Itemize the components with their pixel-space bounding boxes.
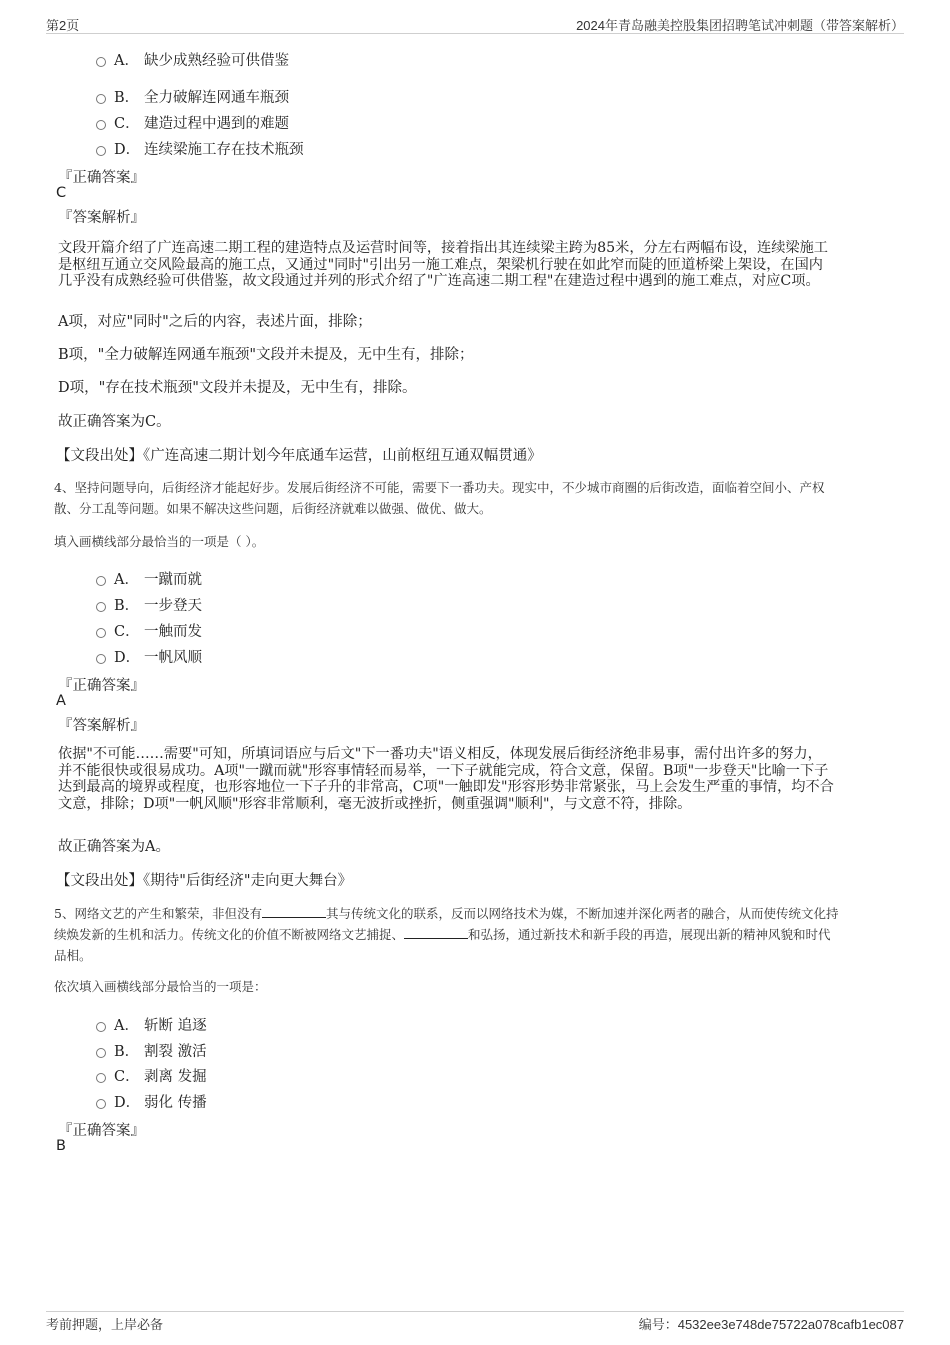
q4-option-d[interactable]: D． 一帆风顺: [96, 646, 202, 666]
radio-icon[interactable]: [96, 94, 106, 104]
q5-answer: B: [56, 1138, 66, 1154]
stem-line: 5、网络文艺的产生和繁荣，非但没有 其与传统文化的联系，反而以网络技术为媒，不断加速并深化两者的融合，从而使传统文化持: [54, 906, 839, 921]
code-label: 编号：: [638, 1317, 678, 1332]
q4-answer-label: 『正确答案』: [58, 678, 145, 694]
q3-note-b: B项，"全力破解连网通车瓶颈"文段并未提及，无中生有，排除；: [58, 347, 474, 363]
header-divider: [46, 33, 904, 34]
q5-stem: [54, 903, 892, 966]
radio-icon[interactable]: [96, 1073, 106, 1083]
analysis-line: 文意，排除；D项"一帆风顺"形容非常顺利，毫无波折或挫折，侧重强调"顺利"，与文意不符，排除。: [58, 795, 692, 812]
q3-option-d[interactable]: D． 连续梁施工存在技术瓶颈: [96, 138, 304, 158]
analysis-line: 几乎没有成熟经验可供借鉴，故文段通过并列的形式介绍了"广连高速二期工程"在建造过程中遇到的施工难点，对应C项。: [58, 273, 820, 289]
q4-prompt: 填入画横线部分最恰当的一项是（ ）。: [54, 534, 265, 549]
analysis-line: 文段开篇介绍了广连高速二期工程的建造特点及运营时间等，接着指出其连续梁主跨为85米，分左右两幅布设，连续梁施工: [58, 240, 828, 256]
q5-option-b[interactable]: B． 割裂 激活: [96, 1040, 207, 1060]
analysis-line: 依据"不可能……需要"可知，所填词语应与后文"下一番功夫"语义相反，体现发展后街经济绝非易事，需付出许多的努力，: [58, 746, 822, 762]
radio-icon[interactable]: [96, 628, 106, 638]
analysis-line: 达到最高的境界或程度，也形容地位一下子升的非常高，C项"一触即发"形容形势非常紧张，马上会发生严重的事情，均不合: [58, 779, 834, 795]
radio-icon[interactable]: [96, 57, 106, 67]
q4-stem: [54, 477, 892, 519]
q4-answer: A: [56, 693, 66, 709]
footer-divider: [46, 1311, 904, 1312]
q4-option-c[interactable]: C． 一触而发: [96, 620, 202, 640]
stem-line: 续焕发新的生机和活力。传统文化的价值不断被网络文艺捕捉、 和弘扬，通过新技术和新手段的再造，展现出新的精神风貌和时代: [54, 927, 831, 942]
footer-code: [639, 1314, 904, 1333]
q5-option-c[interactable]: C． 剥离 发掘: [96, 1065, 207, 1085]
analysis-line: 是枢纽互通立交风险最高的施工点，又通过"同时"引出另一施工难点，架梁机行驶在如此窄而陡的匝道桥梁上架设，在国内: [58, 256, 823, 273]
stem-line: 散、分工乱等问题。如果不解决这些问题，后街经济就难以做强、做优、做大。: [54, 501, 492, 516]
analysis-line: 并不能很快或很易成功。A项"一蹴而就"形容事情轻而易举，一下子就能完成，符合文意，保留。B项"一步登天"比喻一下子: [58, 762, 829, 779]
q4-analysis: [58, 746, 890, 812]
q3-analysis-label: 『答案解析』: [58, 210, 145, 226]
q4-analysis-label: 『答案解析』: [58, 718, 145, 734]
q3-source: 【文段出处】《广连高速二期计划今年底通车运营，山前枢纽互通双幅贯通》: [56, 448, 542, 464]
stem-line: 品相。: [54, 948, 92, 963]
q3-option-c[interactable]: C． 建造过程中遇到的难题: [96, 112, 289, 132]
radio-icon[interactable]: [96, 602, 106, 612]
radio-icon[interactable]: [96, 576, 106, 586]
q3-answer-label: 『正确答案』: [58, 170, 145, 186]
q3-analysis: [58, 240, 890, 290]
q4-option-a[interactable]: A． 一蹴而就: [96, 568, 202, 588]
q5-answer-label: 『正确答案』: [58, 1123, 145, 1139]
radio-icon[interactable]: [96, 1099, 106, 1109]
q3-note-a: A项，对应"同时"之后的内容，表述片面，排除；: [58, 314, 372, 330]
q5-option-a[interactable]: A． 斩断 追逐: [96, 1014, 207, 1034]
q3-option-a[interactable]: A． 缺少成熟经验可供借鉴: [96, 49, 289, 69]
stem-line: 4、坚持问题导向，后街经济才能起好步。发展后街经济不可能，需要下一番功夫。现实中，不少城市商圈的后街改造，面临着空间小、产权: [54, 480, 825, 495]
q3-conclusion: 故正确答案为C。: [58, 414, 171, 430]
fill-blank: [262, 905, 326, 918]
radio-icon[interactable]: [96, 1022, 106, 1032]
q3-note-d: D项，"存在技术瓶颈"文段并未提及，无中生有，排除。: [58, 380, 417, 396]
q3-answer: C: [56, 185, 67, 201]
radio-icon[interactable]: [96, 120, 106, 130]
footer-slogan: 考前押题，上岸必备: [46, 1317, 164, 1332]
q4-option-b[interactable]: B． 一步登天: [96, 594, 202, 614]
radio-icon[interactable]: [96, 146, 106, 156]
document-title: 2024年青岛融美控股集团招聘笔试冲刺题（带答案解析）: [576, 18, 904, 33]
code-value: 4532ee3e748de75722a078cafb1ec087: [677, 1317, 904, 1332]
q4-source: 【文段出处】《期待"后街经济"走向更大舞台》: [56, 873, 353, 889]
q4-conclusion: 故正确答案为A。: [58, 839, 170, 855]
q3-option-b[interactable]: B． 全力破解连网通车瓶颈: [96, 86, 289, 106]
radio-icon[interactable]: [96, 1048, 106, 1058]
q5-option-d[interactable]: D． 弱化 传播: [96, 1091, 207, 1111]
radio-icon[interactable]: [96, 654, 106, 664]
q5-prompt: 依次填入画横线部分最恰当的一项是：: [54, 979, 267, 994]
fill-blank: [404, 926, 468, 939]
page-number: 第2页: [46, 18, 80, 33]
